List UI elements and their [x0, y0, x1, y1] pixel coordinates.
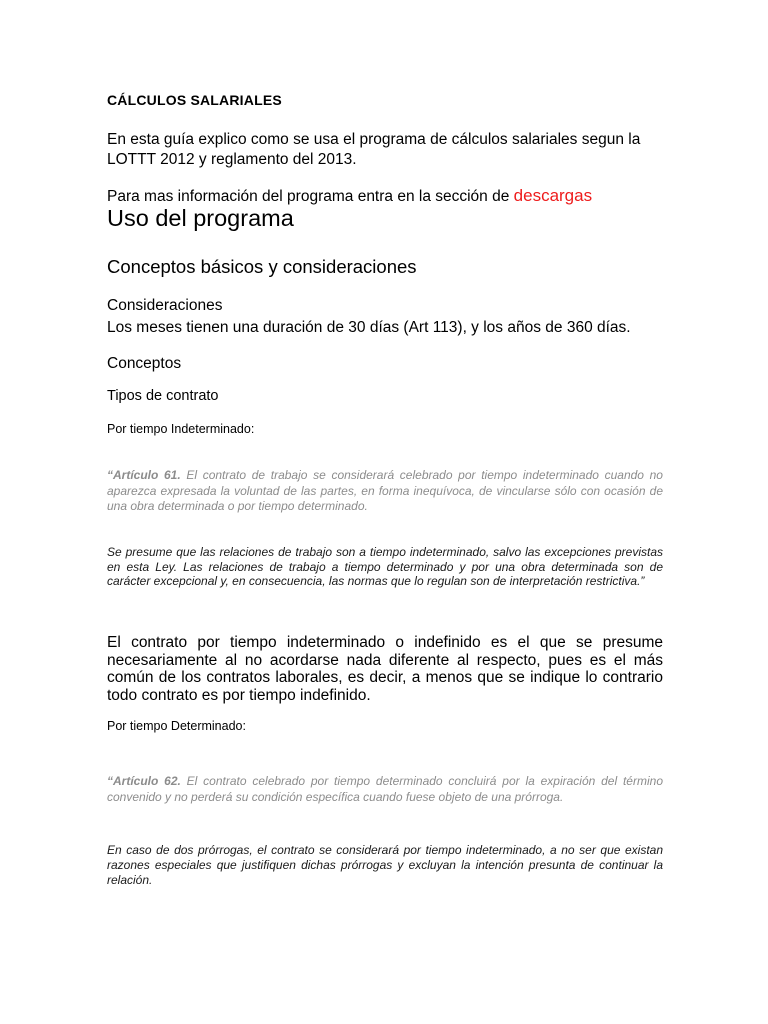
heading-consideraciones: Consideraciones — [107, 297, 223, 314]
document-title: CÁLCULOS SALARIALES — [107, 92, 282, 108]
quote-articulo-62 — [107, 774, 663, 805]
heading-conceptos: Conceptos — [107, 355, 182, 372]
heading-conceptos-basicos: Conceptos básicos y consideraciones — [107, 256, 417, 277]
quote-articulo-61 — [107, 468, 663, 515]
more-info-line — [107, 186, 592, 206]
explanation-indeterminado: El contrato por tiempo indeterminado o indefinido es el que se presume necesariamente al no acordarse nada diferente al respecto, pues es el más común de los contratos laborales, es decir, a menos que se indique lo contrario todo contrato es por tiempo indefinido. — [107, 634, 663, 704]
label-tiempo-determinado: Por tiempo Determinado: — [107, 719, 246, 733]
heading-tipos-de-contrato: Tipos de contrato — [107, 388, 219, 404]
consideraciones-text: Los meses tienen una duración de 30 días (Art 113), y los años de 360 días. — [107, 319, 631, 336]
articulo-61-text: El contrato de trabajo se considerará celebrado por tiempo indeterminado cuando no aparezca expresada la voluntad de las partes, en forma inequívoca, de vincularse sólo con ocasión de una obra determinada o por tiempo determinado. — [107, 468, 663, 513]
quote-articulo-61-continuation: Se presume que las relaciones de trabajo son a tiempo indeterminado, salvo las excepciones previstas en esta Ley. Las relaciones de trabajo a tiempo determinado y por una obra determinada son de carácter excepcional y, en consecuencia, las normas que lo regulan son de interpretación restrictiva.” — [107, 545, 663, 589]
more-info-text: Para mas información del programa entra en la sección de — [107, 188, 514, 205]
articulo-62-label: “Artículo 62. — [107, 774, 181, 788]
label-tiempo-indeterminado: Por tiempo Indeterminado: — [107, 422, 255, 436]
articulo-61-label: “Artículo 61. — [107, 468, 181, 482]
intro-paragraph: En esta guía explico como se usa el programa de cálculos salariales segun la LOTTT 2012 y reglamento del 2013. — [107, 131, 641, 168]
articulo-62-text: El contrato celebrado por tiempo determinado concluirá por la expiración del término convenido y no perderá su condición específica cuando fuese objeto de una prórroga. — [107, 774, 663, 804]
descargas-link[interactable]: descargas — [513, 186, 593, 205]
heading-uso-del-programa: Uso del programa — [107, 205, 294, 231]
quote-articulo-62-continuation: En caso de dos prórrogas, el contrato se considerará por tiempo indeterminado, a no ser que existan razones especiales que justifiquen dichas prórrogas y excluyan la intención presunta de continuar la relación. — [107, 843, 663, 888]
